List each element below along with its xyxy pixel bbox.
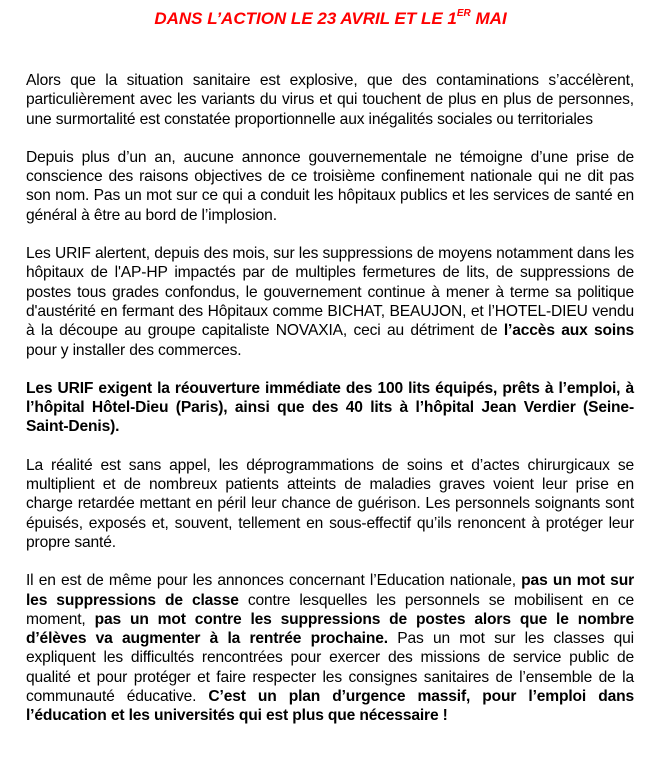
education-emphasis-3: C’est un plan d’urgence massif, pour l’emploi dans l’éducation et les universités qui est plus que nécessaire ! <box>26 688 634 725</box>
document-body <box>26 71 634 745</box>
paragraph-government-announcements: Depuis plus d’un an, aucune annonce gouvernementale ne témoigne d’une prise de conscience des raisons objectives de ce troisième confinement nationale qui ne dit pas son nom. Pas un mot sur ce qui a conduit les hôpitaux publics et les services de santé en général à être au bord de l’implosion. <box>26 148 634 224</box>
paragraph-urif-alert <box>26 244 634 360</box>
urif-alert-emphasis: l’accès aux soins <box>503 322 634 340</box>
urif-alert-text-end: pour y installer des commerces. <box>26 341 242 359</box>
paragraph-reality: La réalité est sans appel, les déprogrammations de soins et d’actes chirurgicaux se multiplient et de nombreux patients atteints de maladies graves voient leur prise en charge retardée mettant en péril leur chance de guérison. Les personnels soignants sont épuisés, exposés et, souvent, tellement en sous-effectif qu’ils renoncent à protéger leur propre santé. <box>26 456 634 551</box>
title-end: MAI <box>470 9 507 28</box>
paragraph-education <box>26 571 634 725</box>
paragraph-sanitary-situation: Alors que la situation sanitaire est explosive, que des contaminations s’accélèrent, particulièrement avec les variants du virus et qui touchent de plus en plus de personnes, une surmortalité est constatée proportionnelle aux inégalités sociales ou territoriales <box>26 72 634 128</box>
paragraph-urif-demand: Les URIF exigent la réouverture immédiate des 100 lits équipés, prêts à l’emploi, à l’hôpital Hôtel-Dieu (Paris), ainsi que des 40 lits à l’hôpital Jean Verdier (Seine-Saint-Denis). <box>26 379 634 436</box>
title-superscript: ER <box>456 8 471 20</box>
title-main: DANS L’ACTION LE 23 AVRIL ET LE 1 <box>154 9 457 28</box>
education-text-3: Pas un mot sur les classes qui expliquent les difficultés rencontrées pour exercer des missions de service public de qualité et pour protéger et faire respecter les consignes sanitaires de l’ensemble de la communauté éducative. <box>26 630 635 706</box>
education-emphasis-2: pas un mot contre les suppressions de postes alors que le nombre d’élèves va augmenter à la rentrée prochaine. <box>26 610 634 648</box>
urif-alert-text: Les URIF alertent, depuis des mois, sur les suppressions de moyens notamment dans les hôpitaux de l'AP-HP impactés par de multiples fermetures de lits, de suppressions de postes tous grades confondus, le gouvernement continue à mener à terme sa politique d'austérité en fermant des Hôpitaux comme BICHAT, BEAUJON, et l’HOTEL-DIEU vendu à la découpe au groupe capitaliste NOVAXIA, ceci au détriment de <box>26 245 634 340</box>
education-text-2: contre lesquelles les personnels se mobilisent en ce moment, <box>26 591 635 628</box>
document-title <box>0 9 661 29</box>
education-emphasis-1: pas un mot sur les suppressions de classe <box>26 572 634 609</box>
education-text-1: Il en est de même pour les annonces concernant l’Education nationale, <box>26 572 522 590</box>
